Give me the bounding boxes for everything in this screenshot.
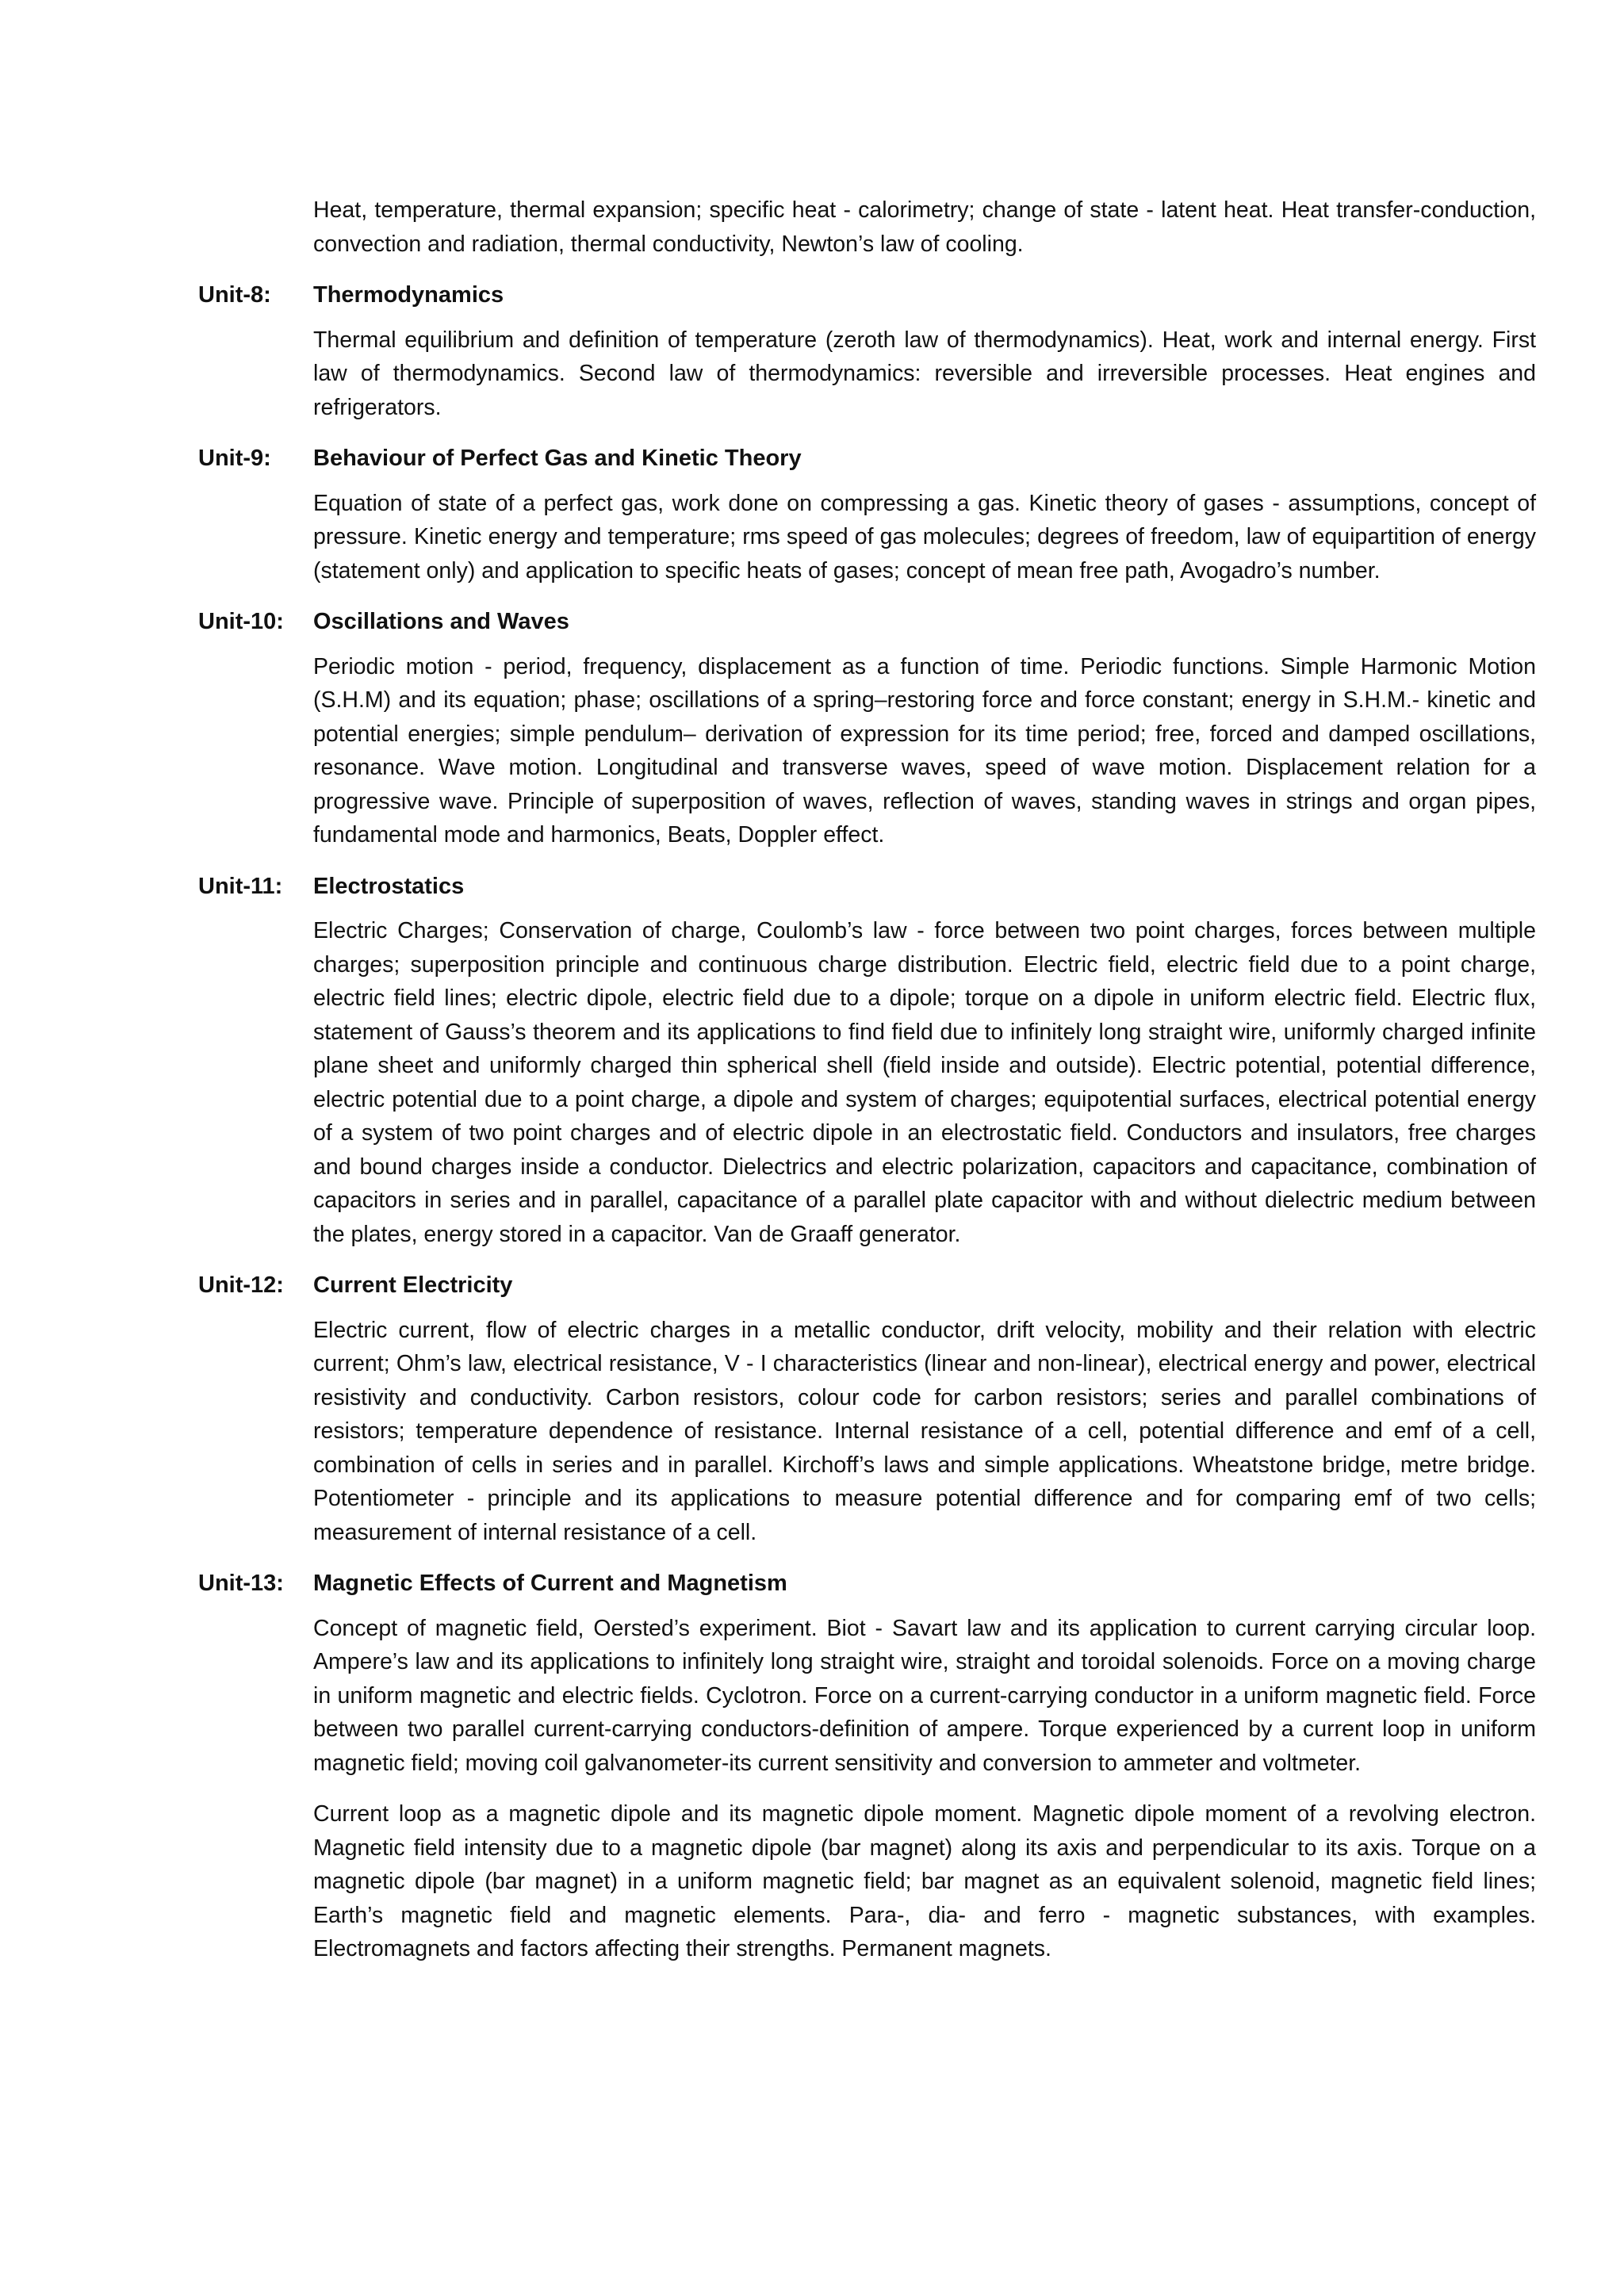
unit-title: Current Electricity <box>313 1272 513 1298</box>
unit-paragraph: Concept of magnetic field, Oersted’s experiment. Biot - Savart law and its application to current carrying circular loop. Ampere’s law and its applications to infinitely long straight wire, straight and toroidal solenoids. Force on a moving charge in uniform magnetic and electric fields. Cyclotron. Force on a current-carrying conductor in a uniform magnetic field. Force between two parallel current-carrying conductors-definition of ampere. Torque experienced by a current loop in uniform magnetic field; moving coil galvanometer-its current sensitivity and conversion to ammeter and voltmeter. <box>313 1615 1536 1776</box>
unit-paragraph: Electric Charges; Conservation of charge, Coulomb’s law - force between two point charges, forces between multiple charges; superposition principle and continuous charge distribution. Electric field, electric field due to a point charge, electric field lines; electric dipole, electric field due to a dipole; torque on a dipole in uniform electric field. Electric flux, statement of Gauss’s theorem and its applications to find field due to infinitely long straight wire, uniformly charged infinite plane sheet and uniformly charged thin spherical shell (field inside and outside). Electric potential, potential difference, electric potential due to a point charge, a dipole and system of charges; equipotential surfaces, electrical potential energy of a system of two point charges and of electric dipole in an electrostatic field. Conductors and insulators, free charges and bound charges inside a conductor. Dielectrics and electric polarization, capacitors and capacitance, combination of capacitors in series and in parallel, capacitance of a parallel plate capacitor with and without dielectric medium between the plates, energy stored in a capacitor. Van de Graaff generator. <box>313 918 1536 1247</box>
unit-title: Thermodynamics <box>313 282 504 308</box>
unit-11-section <box>198 870 1536 1252</box>
unit-heading <box>198 278 1536 312</box>
unit-label: Unit-10: <box>198 609 284 634</box>
unit-title: Oscillations and Waves <box>313 609 569 634</box>
unit-label: Unit-12: <box>198 1272 284 1298</box>
unit-heading <box>198 870 1536 904</box>
unit-heading <box>198 1567 1536 1601</box>
unit-8-section <box>198 278 1536 424</box>
unit-label: Unit-11: <box>198 873 283 899</box>
unit-label: Unit-13: <box>198 1571 284 1596</box>
syllabus-content <box>198 193 1536 1984</box>
unit-paragraph: Periodic motion - period, frequency, displacement as a function of time. Periodic functions. Simple Harmonic Motion (S.H.M) and its equation; phase; oscillations of a spring–restoring force and force constant; energy in S.H.M.- kinetic and potential energies; simple pendulum– derivation of expression for its time period; free, forced and damped oscillations, resonance. Wave motion. Longitudinal and transverse waves, speed of wave motion. Displacement relation for a progressive wave. Principle of superposition of waves, reflection of waves, standing waves in strings and organ pipes, fundamental mode and harmonics, Beats, Doppler effect. <box>313 653 1536 848</box>
unit-paragraph: Current loop as a magnetic dipole and its magnetic dipole moment. Magnetic dipole moment of a revolving electron. Magnetic field intensity due to a magnetic dipole (bar magnet) along its axis and perpendicular to its axis. Torque on a magnetic dipole (bar magnet) in a uniform magnetic field; bar magnet as an equivalent solenoid, magnetic field lines; Earth’s magnetic field and magnetic elements. Para-, dia- and ferro - magnetic substances, with examples. Electromagnets and factors affecting their strengths. Permanent magnets. <box>313 1801 1536 1961</box>
unit-heading <box>198 605 1536 639</box>
unit-title: Magnetic Effects of Current and Magnetism <box>313 1571 787 1596</box>
intro-paragraph: Heat, temperature, thermal expansion; specific heat - calorimetry; change of state - latent heat. Heat transfer-conduction, convection and radiation, thermal conductivity, Newton’s law of cooling. <box>313 197 1536 257</box>
unit-paragraph: Thermal equilibrium and definition of temperature (zeroth law of thermodynamics). Heat, work and internal energy. First law of thermodynamics. Second law of thermodynamics: reversible and irreversible processes. Heat engines and refrigerators. <box>313 327 1536 420</box>
unit-paragraph: Equation of state of a perfect gas, work done on compressing a gas. Kinetic theory of gases - assumptions, concept of pressure. Kinetic energy and temperature; rms speed of gas molecules; degrees of freedom, law of equipartition of energy (statement only) and application to specific heats of gases; concept of mean free path, Avogadro’s number. <box>313 490 1536 584</box>
unit-label: Unit-8: <box>198 282 271 308</box>
unit-9-section <box>198 442 1536 587</box>
unit-title: Behaviour of Perfect Gas and Kinetic Theory <box>313 446 802 471</box>
unit-label: Unit-9: <box>198 446 271 471</box>
unit-12-section <box>198 1269 1536 1549</box>
unit-paragraph: Electric current, flow of electric charges in a metallic conductor, drift velocity, mobility and their relation with electric current; Ohm’s law, electrical resistance, V - I characteristics (linear and non-linear), electrical energy and power, electrical resistivity and conductivity. Carbon resistors, colour code for carbon resistors; series and parallel combinations of resistors; temperature dependence of resistance. Internal resistance of a cell, potential difference and emf of a cell, combination of cells in series and in parallel. Kirchoff’s laws and simple applications. Wheatstone bridge, metre bridge. Potentiometer - principle and its applications to measure potential difference and for comparing emf of two cells; measurement of internal resistance of a cell. <box>313 1317 1536 1545</box>
unit-13-section <box>198 1567 1536 1966</box>
unit-title: Electrostatics <box>313 873 465 899</box>
unit-heading <box>198 1269 1536 1303</box>
unit-heading <box>198 442 1536 476</box>
unit-10-section <box>198 605 1536 852</box>
